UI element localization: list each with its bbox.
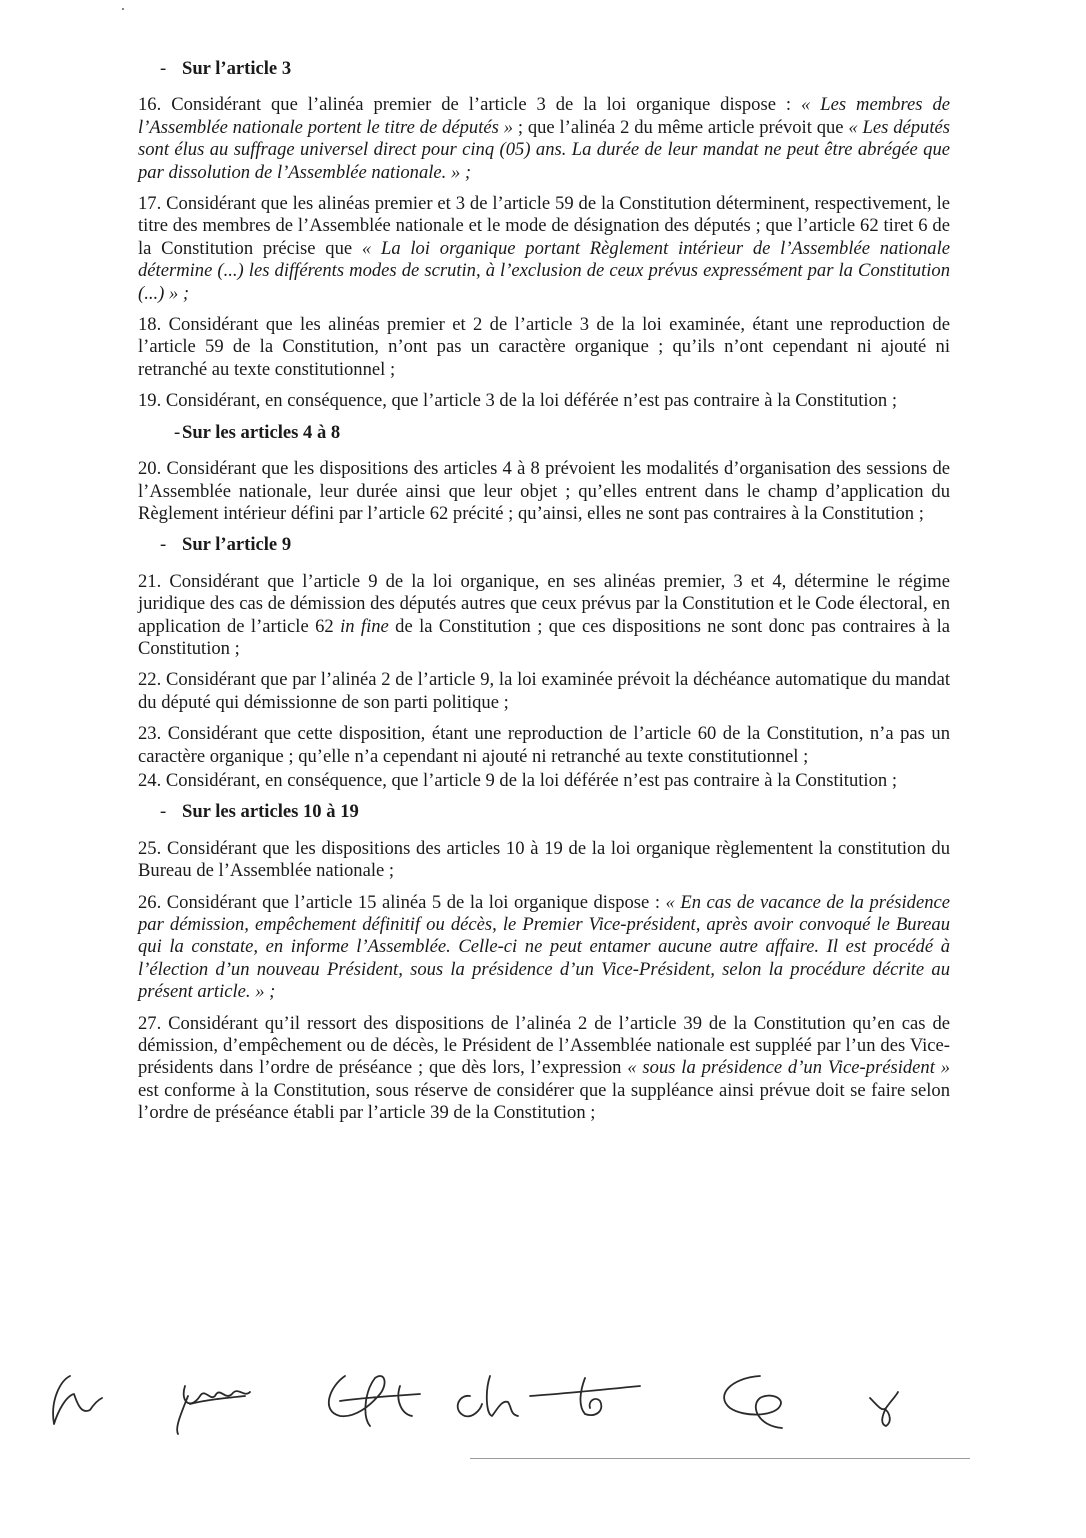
paragraph-text: Considérant que les alinéas premier et 3 de l’article 59 de la Constitution déterminent, respectivement, le titre des membres de l’Assemblée nationale et le mode de désignation des députés ; que l’article 62 tiret 6 de la Constitution précise que <box>138 193 950 259</box>
paragraph-text: est conforme à la Constitution, sous réserve de considérer que la suppléance ainsi prévue doit se faire selon l’ordre de préséance établi par l’article 39 de la Constitution ; <box>138 1079 950 1124</box>
paragraph-number: 16. <box>138 94 162 116</box>
quoted-text: « La loi organique portant Règlement intérieur de l’Assemblée nationale détermine (...) les différents modes de scrutin, à l’exclusion de ceux prévus expressément par la Constitution (...) » ; <box>138 237 950 304</box>
paragraph-text: Considérant qu’il ressort des dispositions de l’alinéa 2 de l’article 39 de la Constitution qu’en cas de démission, d’empêchement ou de décès, le Président de l’Assemblée nationale est suppléé par l’un des Vice-présidents dans l’ordre de préséance ; que dès lors, l’expression <box>138 1012 950 1079</box>
section-heading <box>160 534 950 556</box>
handwritten-signature-5 <box>530 1378 640 1415</box>
paragraph-number: 19. <box>138 390 162 412</box>
paragraph-text: Considérant que les alinéas premier et 2 de l’article 3 de la loi examinée, étant une reproduction de l’article 59 de la Constitution, n’ont pas un caractère organique ; qu’ils n’ont cependant ni ajouté ni retranché au texte constitutionnel ; <box>138 314 950 380</box>
heading-text: Sur l’article 3 <box>182 58 292 79</box>
quoted-text: « sous la présidence d’un Vice-président » <box>627 1057 950 1079</box>
paragraph <box>138 314 950 381</box>
paragraph-text: Considérant que cette disposition, étant une reproduction de l’article 60 de la Constitution, n’a pas un caractère organique ; qu’elle n’a cependant ni ajouté ni retranché au texte constitutionnel ; <box>138 723 950 767</box>
paragraph <box>138 94 950 184</box>
section-heading <box>160 58 950 80</box>
handwritten-signature-7 <box>870 1392 898 1426</box>
scan-edge-line <box>470 1458 970 1459</box>
scan-speck <box>122 8 124 10</box>
heading-text: Sur l’article 9 <box>182 534 292 556</box>
handwritten-signature-1 <box>53 1376 102 1424</box>
paragraph <box>138 669 950 714</box>
heading-dash: - <box>174 421 181 443</box>
heading-dash: - <box>160 801 167 823</box>
paragraph <box>138 770 950 792</box>
paragraph <box>138 193 950 305</box>
paragraph-number: 27. <box>138 1012 162 1034</box>
paragraph <box>138 571 950 661</box>
heading-dash: - <box>160 58 167 79</box>
paragraph-number: 21. <box>138 570 162 592</box>
paragraph-number: 23. <box>138 723 162 745</box>
paragraph-text: Considérant, en conséquence, que l’article 9 de la loi déférée n’est pas contraire à la Constitution ; <box>161 769 897 791</box>
section-heading <box>160 801 950 823</box>
signatures-row <box>40 1356 920 1436</box>
paragraph-number: 25. <box>138 837 162 859</box>
document-body <box>138 58 950 1134</box>
paragraph-number: 18. <box>138 314 162 336</box>
paragraph-text: Considérant, en conséquence, que l’article 3 de la loi déférée n’est pas contraire à la Constitution ; <box>161 390 897 412</box>
paragraph <box>138 1013 950 1125</box>
paragraph-number: 22. <box>138 669 162 691</box>
paragraph-number: 24. <box>138 769 162 791</box>
paragraph <box>138 723 950 768</box>
heading-dash: - <box>160 534 167 556</box>
paragraph <box>138 838 950 883</box>
handwritten-signature-6 <box>724 1376 782 1428</box>
paragraph-text: Considérant que l’article 9 de la loi organique, en ses alinéas premier, 3 et 4, détermine le régime juridique des cas de démission des députés autres que ceux prévus par la Constitution et le Code électoral, en application de l’article 62 <box>138 570 950 637</box>
paragraph-text: Considérant que les dispositions des articles 4 à 8 prévoient les modalités d’organisation des sessions de l’Assemblée nationale, leur durée ainsi que leur objet ; qu’elles entrent dans le champ d’application du Règlement intérieur défini par l’article 62 précité ; qu’ainsi, elles ne sont pas contraires à la Constitution ; <box>138 458 950 524</box>
paragraph-text: Considérant que l’alinéa premier de l’article 3 de la loi organique dispose : <box>161 94 802 116</box>
paragraph <box>138 892 950 1004</box>
paragraph-number: 26. <box>138 891 162 913</box>
quoted-text: in fine <box>340 615 389 637</box>
handwritten-signature-4 <box>458 1376 518 1416</box>
paragraph <box>138 390 950 412</box>
handwritten-signature-2 <box>177 1386 250 1434</box>
handwritten-signature-3 <box>329 1376 420 1426</box>
paragraph-number: 17. <box>138 193 162 215</box>
quoted-text: « En cas de vacance de la présidence par démission, empêchement définitif ou décès, le Premier Vice-président, après avoir convoqué le Bureau qui la constate, en informe l’Assemblée. Celle-ci ne peut entamer aucune autre affaire. Il est procédé à l’élection d’un nouveau Président, sous la présidence d’un Vice-Président, selon la procédure décrite au présent article. » ; <box>138 891 951 1003</box>
paragraph-text: ; que l’alinéa 2 du même article prévoit que <box>513 116 849 138</box>
quoted-text: « Les membres de l’Assemblée nationale portent le titre de députés » <box>138 94 950 138</box>
paragraph-number: 20. <box>138 458 162 480</box>
paragraph-text: Considérant que l’article 15 alinéa 5 de la loi organique dispose : <box>161 891 666 913</box>
paragraph-text: Considérant que les dispositions des articles 10 à 19 de la loi organique règlementent la constitution du Bureau de l’Assemblée nationale ; <box>138 837 950 882</box>
paragraph-text: de la Constitution ; que ces dispositions ne sont donc pas contraires à la Constitution ; <box>138 615 950 659</box>
heading-text: Sur les articles 4 à 8 <box>182 421 341 443</box>
quoted-text: « Les députés sont élus au suffrage universel direct pour cinq (05) ans. La durée de leur mandat ne peut être abrégée que par dissolution de l’Assemblée nationale. » ; <box>138 116 951 183</box>
paragraph <box>138 458 950 525</box>
paragraph-text: Considérant que par l’alinéa 2 de l’article 9, la loi examinée prévoit la déchéance automatique du mandat du député qui démissionne de son parti politique ; <box>138 669 950 713</box>
heading-text: Sur les articles 10 à 19 <box>182 801 359 823</box>
section-heading <box>174 422 950 444</box>
